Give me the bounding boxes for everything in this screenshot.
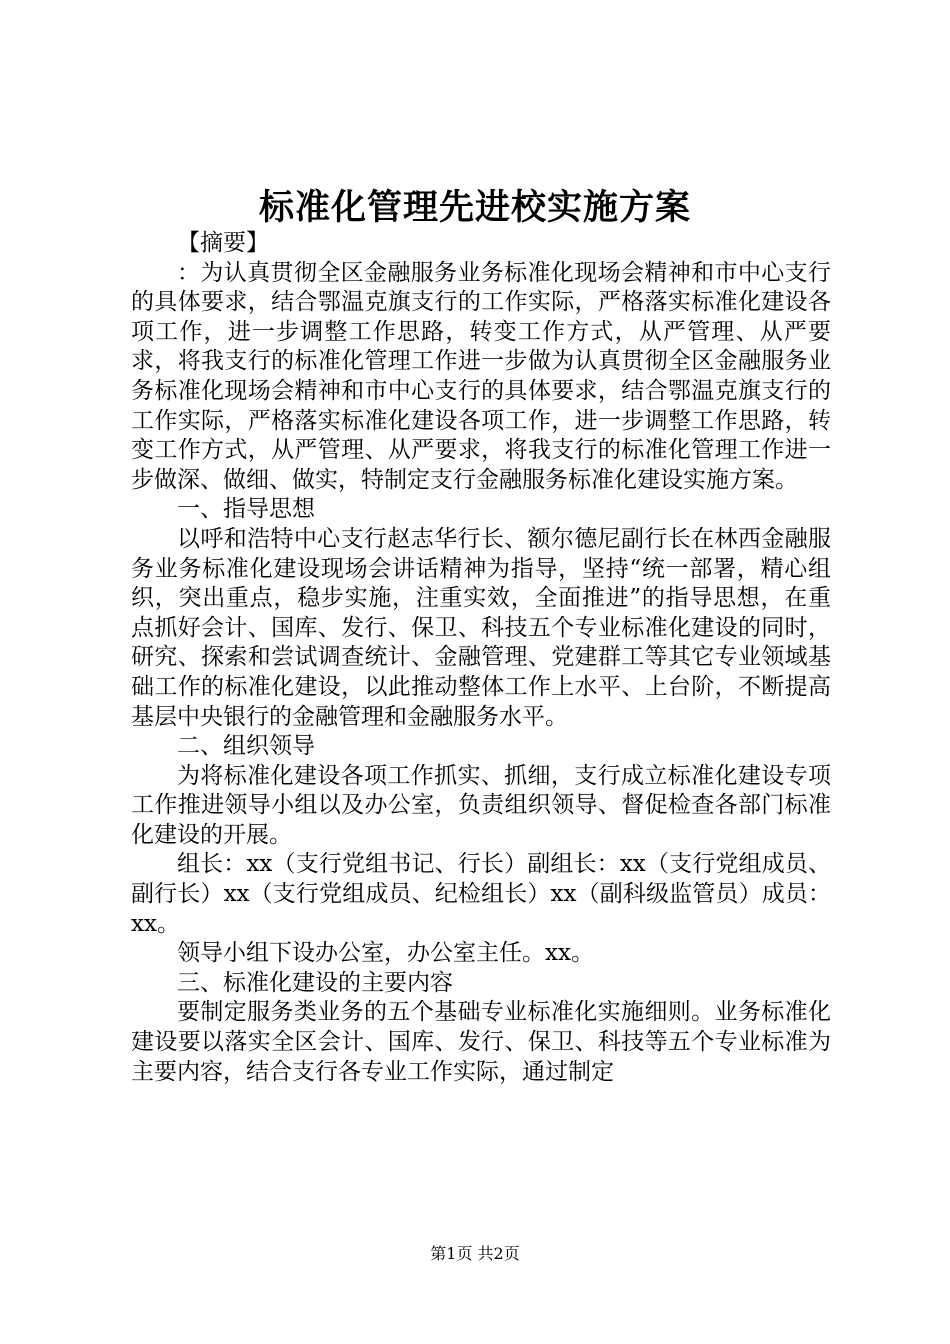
paragraph-team-members: 组长：xx（支行党组书记、行长）副组长：xx（支行党组成员、副行长）xx（支行党组成员、纪检组长）xx（副科级监管员）成员：xx。 (131, 851, 831, 937)
abstract-paragraph: ：为认真贯彻全区金融服务业务标准化现场会精神和市中心支行的具体要求，结合鄂温克旗支行的工作实际，严格落实标准化建设各项工作，进一步调整工作思路，转变工作方式，从严管理、从严要求，将我支行的标准化管理工作进一步做为认真贯彻全区金融服务业务标准化现场会精神和市中心支行的具体要求，结合鄂温克旗支行的工作实际，严格落实标准化建设各项工作，进一步调整工作思路，转变工作方式，从严管理、从严要求，将我支行的标准化管理工作进一步做深、做细、做实，特制定支行金融服务标准化建设实施方案。 (131, 259, 831, 493)
page-number-footer: 第1页 共2页 (430, 1244, 520, 1263)
section-heading-guiding-thought: 一、指导思想 (177, 496, 315, 523)
document-title: 标准化管理先进校实施方案 (258, 187, 691, 228)
document-body (131, 229, 831, 1087)
paragraph-office: 领导小组下设办公室，办公室主任。xx。 (177, 940, 594, 967)
abstract-label: 【摘要】 (177, 230, 269, 256)
paragraph-guiding-thought: 以呼和浩特中心支行赵志华行长、额尔德尼副行长在林西金融服务业务标准化建设现场会讲话精神为指导，坚持“统一部署，精心组织，突出重点，稳步实施，注重实效，全面推进”的指导思想，在重点抓好会计、国库、发行、保卫、科技五个专业标准化建设的同时，研究、探索和尝试调查统计、金融管理、党建群工等其它专业领域基础工作的标准化建设，以此推动整体工作上水平、上台阶，不断提高基层中央银行的金融管理和金融服务水平。 (131, 525, 831, 730)
paragraph-organization: 为将标准化建设各项工作抓实、抓细，支行成立标准化建设专项工作推进领导小组以及办公室，负责组织领导、督促检查各部门标准化建设的开展。 (131, 762, 831, 848)
section-heading-main-content: 三、标准化建设的主要内容 (177, 969, 453, 996)
section-heading-organization: 二、组织领导 (177, 733, 315, 760)
paragraph-main-content: 要制定服务类业务的五个基础专业标准化实施细则。业务标准化建设要以落实全区会计、国库、发行、保卫、科技等五个专业标准为主要内容，结合支行各专业工作实际，通过制定 (131, 999, 831, 1085)
